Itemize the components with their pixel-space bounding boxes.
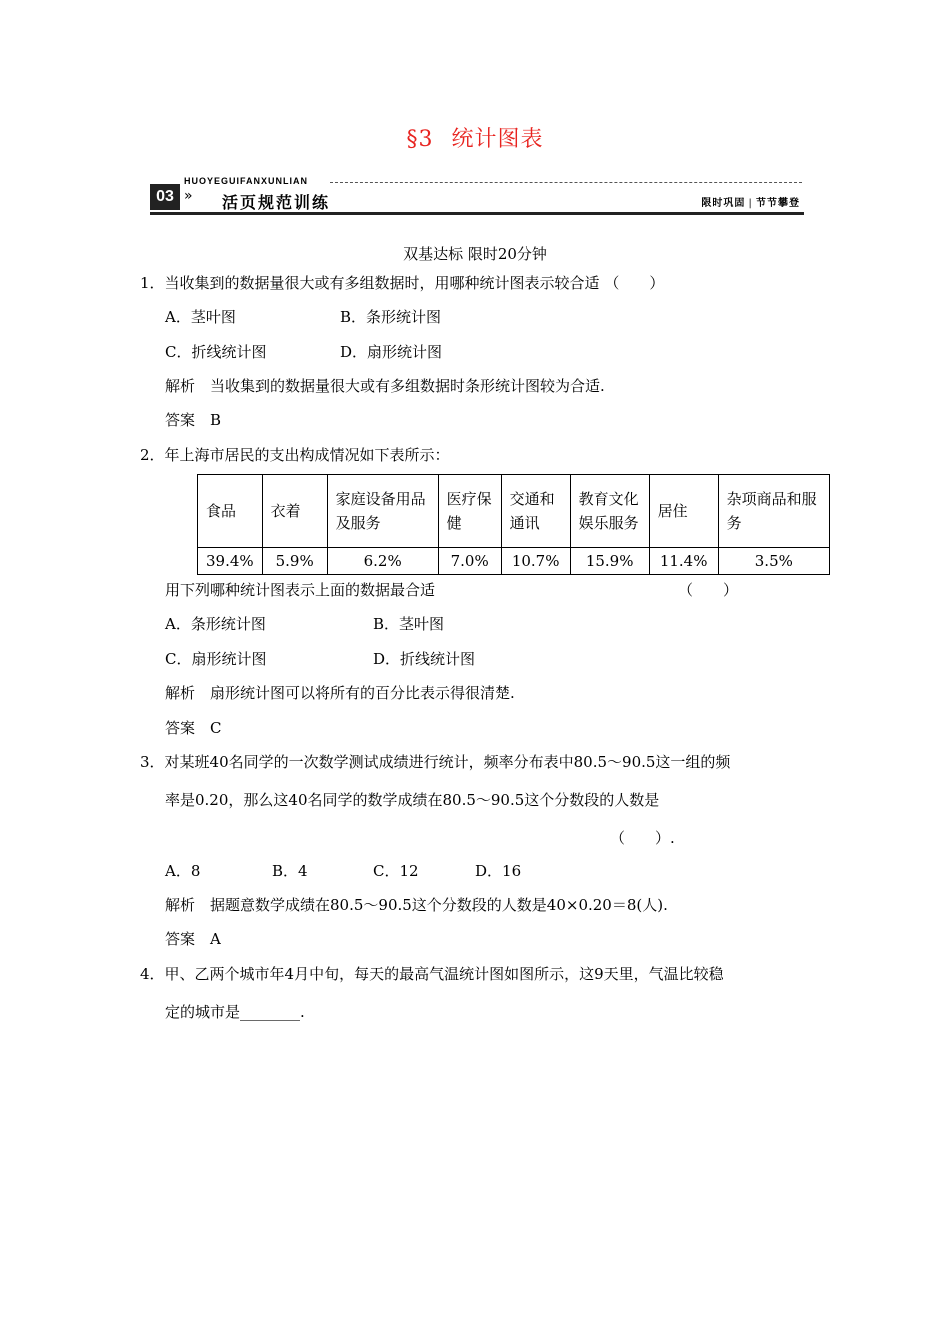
subheading: 双基达标 限时20分钟 bbox=[403, 245, 547, 263]
section-title: 统计图表 bbox=[451, 127, 544, 152]
banner-right-tags: 限时巩固 | 节节攀登 bbox=[701, 198, 800, 209]
table-header-cell: 杂项商品和服务 bbox=[718, 475, 829, 548]
q1-option-d: D．扇形统计图 bbox=[340, 343, 443, 361]
q1-stem: 1．当收集到的数据量很大或有多组数据时，用哪种统计图表示较合适 （ ） bbox=[140, 274, 665, 292]
table-header-cell: 家庭设备用品及服务 bbox=[327, 475, 438, 548]
banner-label: 活页规范训练 bbox=[222, 193, 331, 212]
table-value-cell: 11.4% bbox=[649, 548, 718, 575]
q2-option-c: C．扇形统计图 bbox=[165, 650, 267, 668]
table-header-cell: 衣着 bbox=[262, 475, 327, 548]
section-number: §3 bbox=[406, 127, 434, 152]
q2-option-b: B．茎叶图 bbox=[373, 615, 445, 633]
banner-tag-a: 限时巩固 bbox=[701, 198, 746, 209]
q2-option-d: D．折线统计图 bbox=[373, 650, 476, 668]
table-header-row bbox=[198, 475, 830, 548]
page-title bbox=[0, 122, 950, 153]
q3-stem-line1: 3．对某班40名同学的一次数学测试成绩进行统计，频率分布表中80.5～90.5这一组的频 bbox=[140, 753, 731, 771]
q3-blank: （ ）. bbox=[610, 829, 675, 847]
q1-analysis: 解析 当收集到的数据量很大或有多组数据时条形统计图较为合适. bbox=[165, 377, 605, 395]
q3-analysis: 解析 据题意数学成绩在80.5～90.5这个分数段的人数是40×0.20＝8(人). bbox=[165, 896, 668, 914]
q4-stem-line1: 4．甲、乙两个城市年4月中旬，每天的最高气温统计图如图所示，这9天里，气温比较稳 bbox=[140, 965, 724, 983]
table-value-cell: 10.7% bbox=[501, 548, 570, 575]
q4-stem-line2: 定的城市是________. bbox=[165, 1003, 305, 1021]
table-value-cell: 39.4% bbox=[198, 548, 263, 575]
q3-stem-line2: 率是0.20，那么这40名同学的数学成绩在80.5～90.5这个分数段的人数是 bbox=[165, 791, 660, 809]
q3-option-d: D．16 bbox=[475, 862, 522, 880]
table-header-cell: 医疗保健 bbox=[438, 475, 501, 548]
q2-answer: 答案 C bbox=[165, 719, 222, 737]
table-value-cell: 7.0% bbox=[438, 548, 501, 575]
expenditure-table bbox=[197, 474, 830, 575]
banner-pinyin: HUOYEGUIFANXUNLIAN bbox=[184, 176, 309, 186]
table-value-cell: 15.9% bbox=[570, 548, 649, 575]
table-header-cell: 居住 bbox=[649, 475, 718, 548]
section-banner bbox=[150, 176, 804, 218]
table-value-cell: 6.2% bbox=[327, 548, 438, 575]
q1-option-c: C．折线统计图 bbox=[165, 343, 267, 361]
q3-answer: 答案 A bbox=[165, 930, 221, 948]
table-value-row bbox=[198, 548, 830, 575]
q2-question: 用下列哪种统计图表示上面的数据最合适 bbox=[165, 581, 436, 599]
q1-option-a: A．茎叶图 bbox=[165, 308, 236, 326]
table-value-cell: 3.5% bbox=[718, 548, 829, 575]
table-header-cell: 食品 bbox=[198, 475, 263, 548]
q2-stem: 2．年上海市居民的支出构成情况如下表所示： bbox=[140, 446, 450, 464]
table-header-cell: 教育文化娱乐服务 bbox=[570, 475, 649, 548]
table-value-cell: 5.9% bbox=[262, 548, 327, 575]
double-chevron-icon: » bbox=[184, 188, 193, 204]
q1-option-b: B．条形统计图 bbox=[340, 308, 442, 326]
q3-option-a: A．8 bbox=[165, 862, 201, 880]
table-header-cell: 交通和通讯 bbox=[501, 475, 570, 548]
banner-number: 03 bbox=[150, 184, 180, 210]
q2-blank: （ ） bbox=[678, 581, 739, 599]
q3-option-c: C．12 bbox=[373, 862, 419, 880]
banner-tag-b: 节节攀登 bbox=[756, 198, 800, 209]
banner-rule bbox=[150, 212, 804, 215]
q2-analysis: 解析 扇形统计图可以将所有的百分比表示得很清楚. bbox=[165, 684, 515, 702]
q3-option-b: B．4 bbox=[272, 862, 308, 880]
q1-answer: 答案 B bbox=[165, 411, 222, 429]
banner-dashed-line bbox=[330, 182, 802, 183]
q2-option-a: A．条形统计图 bbox=[165, 615, 266, 633]
